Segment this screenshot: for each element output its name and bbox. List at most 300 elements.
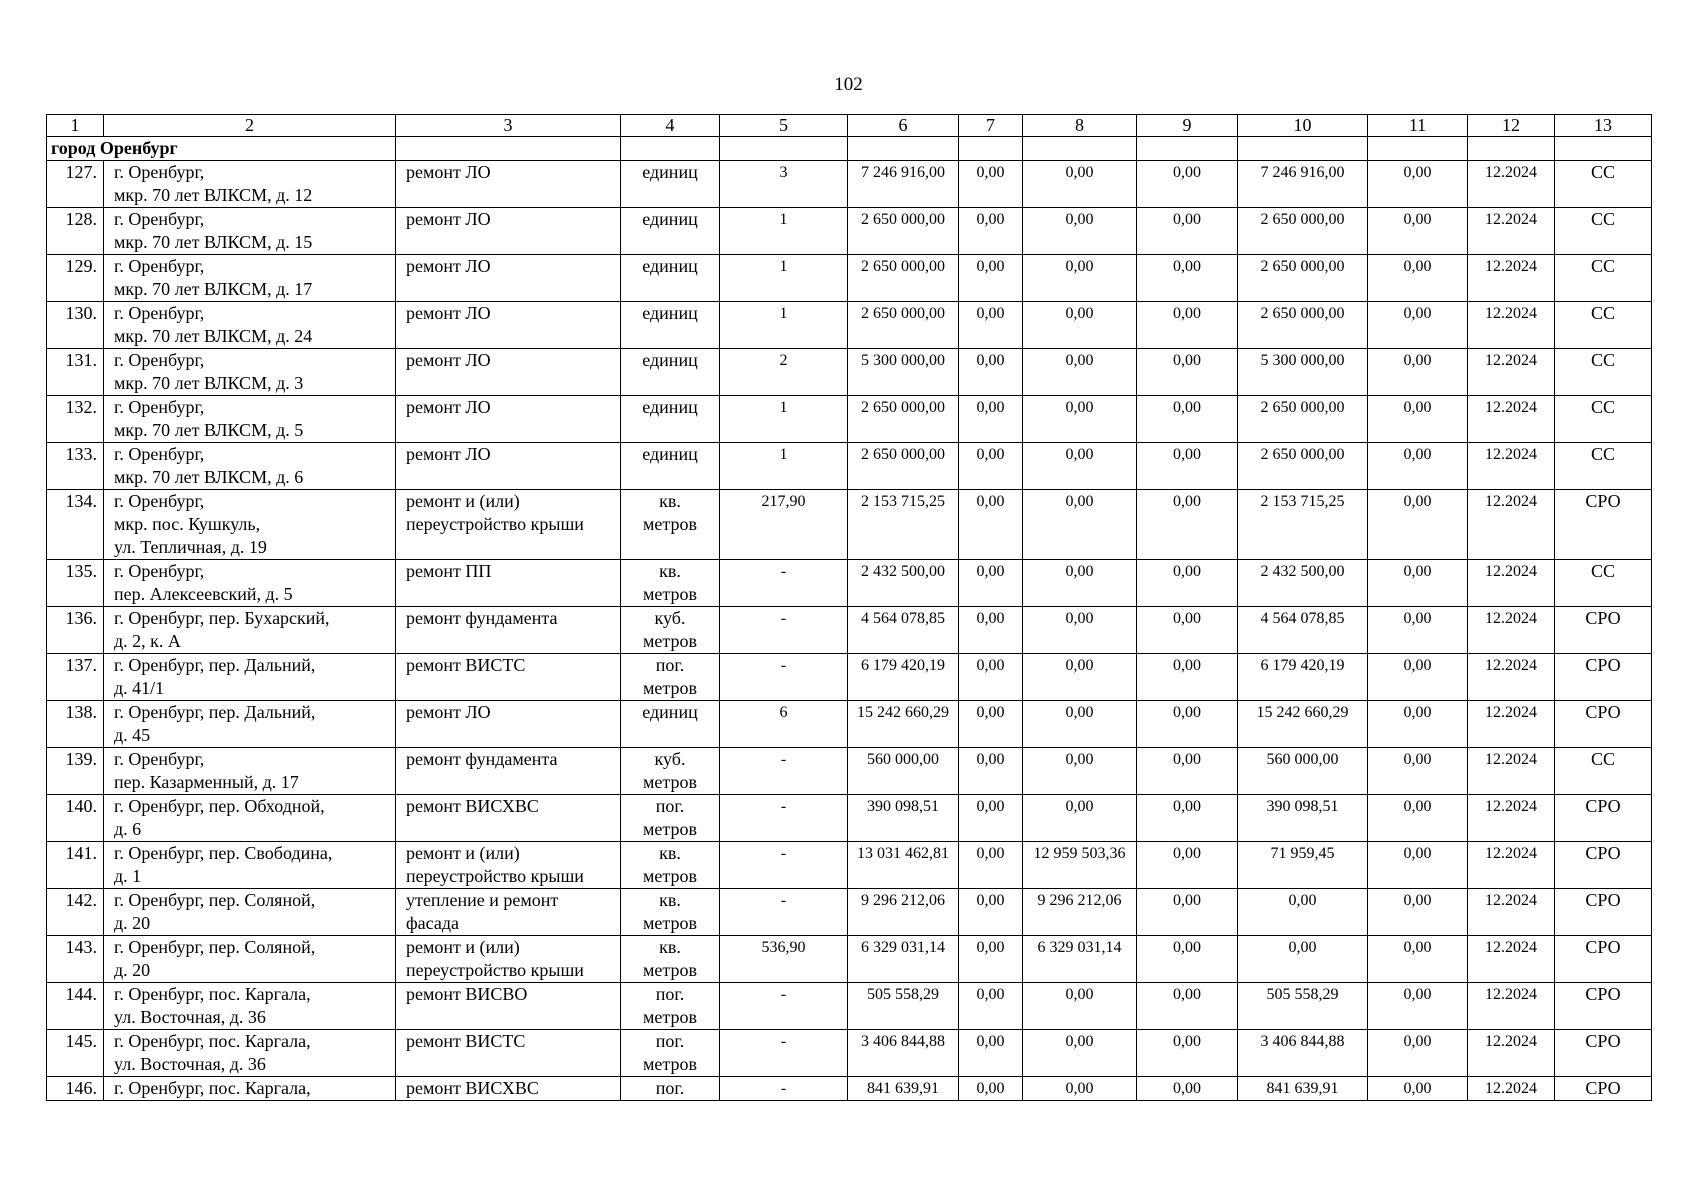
owners-funds-cell: 560 000,00 (1238, 748, 1368, 795)
local-budget-cell: 0,00 (1137, 842, 1238, 889)
row-number: 143. (47, 936, 104, 983)
column-header: 7 (959, 115, 1023, 137)
fund-method-cell: СРО (1555, 795, 1652, 842)
local-budget-cell: 0,00 (1137, 701, 1238, 748)
unit-cell-line: куб. (654, 749, 686, 769)
address-cell (104, 748, 396, 795)
fund-method-cell: СРО (1555, 936, 1652, 983)
local-budget-cell: 0,00 (1137, 161, 1238, 208)
unit-cell-line: метров (643, 584, 697, 604)
table-row (47, 560, 1652, 607)
work-type-cell-line: ремонт ЛО (406, 397, 491, 417)
table-row (47, 396, 1652, 443)
unit-cell-line: метров (643, 960, 697, 980)
unit-cell-line: единиц (642, 256, 698, 276)
unit-cell-line: единиц (642, 303, 698, 323)
unit-cell (621, 490, 720, 560)
unit-cell (621, 396, 720, 443)
fund-method-cell: СС (1555, 302, 1652, 349)
other-funds-cell: 0,00 (1368, 560, 1468, 607)
unit-cell (621, 302, 720, 349)
other-funds-cell: 0,00 (1368, 701, 1468, 748)
work-type-cell (396, 795, 621, 842)
address-cell-line: г. Оренбург, (114, 491, 205, 511)
owners-funds-cell: 2 650 000,00 (1238, 396, 1368, 443)
unit-cell-line: пог. (655, 984, 685, 1004)
fund-cell: 0,00 (959, 701, 1023, 748)
address-cell (104, 161, 396, 208)
owners-funds-cell: 390 098,51 (1238, 795, 1368, 842)
work-type-cell (396, 560, 621, 607)
unit-cell (621, 560, 720, 607)
address-cell-line: д. 41/1 (114, 678, 165, 698)
owners-funds-cell: 7 246 916,00 (1238, 161, 1368, 208)
address-cell-line: мкр. 70 лет ВЛКСМ, д. 12 (114, 185, 313, 205)
local-budget-cell: 0,00 (1137, 983, 1238, 1030)
deadline-cell: 12.2024 (1468, 349, 1555, 396)
owners-funds-cell: 2 650 000,00 (1238, 302, 1368, 349)
other-funds-cell: 0,00 (1368, 936, 1468, 983)
total-cost-cell: 6 329 031,14 (848, 936, 959, 983)
other-funds-cell: 0,00 (1368, 889, 1468, 936)
column-number-row (47, 115, 1652, 137)
region-budget-cell: 0,00 (1023, 208, 1137, 255)
work-type-cell (396, 607, 621, 654)
deadline-cell: 12.2024 (1468, 255, 1555, 302)
unit-cell (621, 161, 720, 208)
total-cost-cell: 3 406 844,88 (848, 1030, 959, 1077)
work-type-cell (396, 1030, 621, 1077)
work-type-cell-line: ремонт ВИСВО (406, 984, 528, 1004)
total-cost-cell: 390 098,51 (848, 795, 959, 842)
other-funds-cell: 0,00 (1368, 302, 1468, 349)
region-budget-cell: 0,00 (1023, 490, 1137, 560)
unit-cell-line: метров (643, 913, 697, 933)
total-cost-cell: 6 179 420,19 (848, 654, 959, 701)
address-cell-line: г. Оренбург, пер. Дальний, (114, 655, 316, 675)
fund-cell: 0,00 (959, 983, 1023, 1030)
table-row (47, 1077, 1652, 1101)
fund-cell: 0,00 (959, 396, 1023, 443)
work-type-cell-line: ремонт ЛО (406, 444, 491, 464)
unit-cell-line: метров (643, 772, 697, 792)
address-cell-line: мкр. 70 лет ВЛКСМ, д. 24 (114, 326, 313, 346)
work-type-cell-line: переустройство крыши (406, 960, 584, 980)
column-header: 12 (1468, 115, 1555, 137)
other-funds-cell: 0,00 (1368, 1030, 1468, 1077)
local-budget-cell: 0,00 (1137, 560, 1238, 607)
local-budget-cell: 0,00 (1137, 795, 1238, 842)
other-funds-cell: 0,00 (1368, 208, 1468, 255)
work-type-cell-line: ремонт ЛО (406, 702, 491, 722)
fund-method-cell: СРО (1555, 889, 1652, 936)
work-type-cell-line: ремонт ВИСТС (406, 1031, 526, 1051)
unit-cell-line: кв. (659, 937, 681, 957)
region-budget-cell: 0,00 (1023, 396, 1137, 443)
unit-cell-line: кв. (659, 843, 681, 863)
empty-cell (959, 137, 1023, 161)
unit-cell-line: кв. (659, 491, 681, 511)
local-budget-cell: 0,00 (1137, 1030, 1238, 1077)
empty-cell (848, 137, 959, 161)
page-number: 102 (834, 74, 863, 95)
table-row (47, 842, 1652, 889)
address-cell-line: г. Оренбург, (114, 209, 205, 229)
table-row (47, 208, 1652, 255)
table-row (47, 983, 1652, 1030)
row-number: 138. (47, 701, 104, 748)
total-cost-cell: 2 650 000,00 (848, 255, 959, 302)
local-budget-cell: 0,00 (1137, 255, 1238, 302)
column-header: 11 (1368, 115, 1468, 137)
row-number: 139. (47, 748, 104, 795)
unit-cell (621, 701, 720, 748)
total-cost-cell: 2 432 500,00 (848, 560, 959, 607)
volume-cell: 2 (720, 349, 848, 396)
work-type-cell-line: ремонт ВИСХВС (406, 796, 539, 816)
fund-cell: 0,00 (959, 490, 1023, 560)
region-budget-cell: 0,00 (1023, 255, 1137, 302)
unit-cell (621, 842, 720, 889)
deadline-cell: 12.2024 (1468, 701, 1555, 748)
volume-cell: - (720, 654, 848, 701)
work-type-cell (396, 842, 621, 889)
region-budget-cell: 0,00 (1023, 748, 1137, 795)
empty-cell (1555, 137, 1652, 161)
unit-cell-line: кв. (659, 890, 681, 910)
region-budget-cell: 6 329 031,14 (1023, 936, 1137, 983)
address-cell (104, 701, 396, 748)
empty-cell (1368, 137, 1468, 161)
table-row (47, 1030, 1652, 1077)
local-budget-cell: 0,00 (1137, 748, 1238, 795)
address-cell-line: г. Оренбург, (114, 162, 205, 182)
unit-cell (621, 748, 720, 795)
unit-cell-line: пог. (655, 1078, 685, 1098)
row-number: 144. (47, 983, 104, 1030)
address-cell (104, 349, 396, 396)
region-budget-cell: 0,00 (1023, 560, 1137, 607)
address-cell (104, 936, 396, 983)
unit-cell-line: метров (643, 819, 697, 839)
region-budget-cell: 0,00 (1023, 701, 1137, 748)
fund-cell: 0,00 (959, 560, 1023, 607)
address-cell (104, 1030, 396, 1077)
owners-funds-cell: 2 432 500,00 (1238, 560, 1368, 607)
empty-cell (396, 137, 621, 161)
region-budget-cell: 0,00 (1023, 795, 1137, 842)
region-budget-cell: 12 959 503,36 (1023, 842, 1137, 889)
deadline-cell: 12.2024 (1468, 161, 1555, 208)
work-type-cell-line: ремонт и (или) (406, 491, 520, 511)
work-type-cell-line: ремонт ЛО (406, 303, 491, 323)
other-funds-cell: 0,00 (1368, 607, 1468, 654)
owners-funds-cell: 505 558,29 (1238, 983, 1368, 1030)
deadline-cell: 12.2024 (1468, 1030, 1555, 1077)
row-number: 135. (47, 560, 104, 607)
deadline-cell: 12.2024 (1468, 983, 1555, 1030)
region-budget-cell: 0,00 (1023, 349, 1137, 396)
table-row (47, 748, 1652, 795)
total-cost-cell: 7 246 916,00 (848, 161, 959, 208)
fund-cell: 0,00 (959, 302, 1023, 349)
table-row (47, 302, 1652, 349)
unit-cell-line: метров (643, 631, 697, 651)
fund-cell: 0,00 (959, 748, 1023, 795)
work-type-cell-line: ремонт ЛО (406, 350, 491, 370)
address-cell-line: г. Оренбург, (114, 749, 205, 769)
total-cost-cell: 2 153 715,25 (848, 490, 959, 560)
table-row (47, 349, 1652, 396)
total-cost-cell: 560 000,00 (848, 748, 959, 795)
row-number: 137. (47, 654, 104, 701)
unit-cell-line: единиц (642, 702, 698, 722)
address-cell-line: г. Оренбург, пер. Соляной, (114, 937, 316, 957)
address-cell-line: г. Оренбург, (114, 397, 205, 417)
work-type-cell (396, 443, 621, 490)
work-type-cell (396, 490, 621, 560)
row-number: 145. (47, 1030, 104, 1077)
deadline-cell: 12.2024 (1468, 1077, 1555, 1101)
volume-cell: 1 (720, 302, 848, 349)
deadline-cell: 12.2024 (1468, 208, 1555, 255)
address-cell (104, 443, 396, 490)
row-number: 142. (47, 889, 104, 936)
row-number: 141. (47, 842, 104, 889)
local-budget-cell: 0,00 (1137, 607, 1238, 654)
work-type-cell-line: ремонт фундамента (406, 749, 558, 769)
other-funds-cell: 0,00 (1368, 983, 1468, 1030)
fund-method-cell: СРО (1555, 983, 1652, 1030)
address-cell-line: г. Оренбург, (114, 256, 205, 276)
work-type-cell-line: ремонт ВИСХВС (406, 1078, 539, 1098)
fund-cell: 0,00 (959, 443, 1023, 490)
row-number: 127. (47, 161, 104, 208)
work-type-cell (396, 255, 621, 302)
owners-funds-cell: 2 153 715,25 (1238, 490, 1368, 560)
address-cell-line: г. Оренбург, пос. Каргала, (114, 1031, 311, 1051)
address-cell (104, 889, 396, 936)
unit-cell-line: метров (643, 514, 697, 534)
unit-cell-line: пог. (655, 796, 685, 816)
local-budget-cell: 0,00 (1137, 396, 1238, 443)
unit-cell (621, 1030, 720, 1077)
address-cell-line: д. 2, к. А (114, 631, 181, 651)
volume-cell: - (720, 1030, 848, 1077)
local-budget-cell: 0,00 (1137, 889, 1238, 936)
work-type-cell-line: ремонт и (или) (406, 843, 520, 863)
work-type-cell-line: ремонт ВИСТС (406, 655, 526, 675)
column-header: 1 (47, 115, 104, 137)
work-type-cell (396, 983, 621, 1030)
deadline-cell: 12.2024 (1468, 795, 1555, 842)
deadline-cell: 12.2024 (1468, 842, 1555, 889)
total-cost-cell: 2 650 000,00 (848, 443, 959, 490)
work-type-cell-line: ремонт ЛО (406, 209, 491, 229)
fund-method-cell: СС (1555, 748, 1652, 795)
other-funds-cell: 0,00 (1368, 1077, 1468, 1101)
address-cell-line: г. Оренбург, (114, 561, 205, 581)
fund-method-cell: СРО (1555, 701, 1652, 748)
address-cell (104, 302, 396, 349)
unit-cell (621, 795, 720, 842)
work-type-cell-line: переустройство крыши (406, 866, 584, 886)
address-cell-line: д. 6 (114, 819, 142, 839)
table-row (47, 255, 1652, 302)
address-cell-line: д. 20 (114, 913, 151, 933)
section-title-cell (47, 137, 396, 161)
deadline-cell: 12.2024 (1468, 302, 1555, 349)
unit-cell (621, 1077, 720, 1101)
total-cost-cell: 15 242 660,29 (848, 701, 959, 748)
address-cell-line: д. 45 (114, 725, 151, 745)
volume-cell: - (720, 560, 848, 607)
address-cell-line: мкр. 70 лет ВЛКСМ, д. 15 (114, 232, 313, 252)
other-funds-cell: 0,00 (1368, 443, 1468, 490)
column-header: 13 (1555, 115, 1652, 137)
work-type-cell-line: утепление и ремонт (406, 890, 559, 910)
address-cell-line: мкр. 70 лет ВЛКСМ, д. 6 (114, 467, 304, 487)
volume-cell: 6 (720, 701, 848, 748)
deadline-cell: 12.2024 (1468, 490, 1555, 560)
fund-cell: 0,00 (959, 795, 1023, 842)
region-budget-cell: 0,00 (1023, 607, 1137, 654)
owners-funds-cell: 2 650 000,00 (1238, 255, 1368, 302)
address-cell-line: г. Оренбург, пер. Обходной, (114, 796, 325, 816)
unit-cell-line: единиц (642, 209, 698, 229)
address-cell-line: г. Оренбург, пос. Каргала, (114, 1078, 311, 1098)
other-funds-cell: 0,00 (1368, 842, 1468, 889)
table-row (47, 607, 1652, 654)
table-body (47, 115, 1652, 1101)
deadline-cell: 12.2024 (1468, 936, 1555, 983)
address-cell-line: ул. Тепличная, д. 19 (114, 537, 267, 557)
unit-cell-line: метров (643, 1054, 697, 1074)
work-type-cell-line: ремонт ПП (406, 561, 492, 581)
row-number: 129. (47, 255, 104, 302)
work-type-cell (396, 654, 621, 701)
fund-cell: 0,00 (959, 607, 1023, 654)
unit-cell (621, 208, 720, 255)
other-funds-cell: 0,00 (1368, 255, 1468, 302)
address-cell (104, 560, 396, 607)
fund-cell: 0,00 (959, 1077, 1023, 1101)
address-cell (104, 255, 396, 302)
fund-method-cell: СС (1555, 396, 1652, 443)
unit-cell (621, 983, 720, 1030)
total-cost-cell: 5 300 000,00 (848, 349, 959, 396)
region-budget-cell: 0,00 (1023, 1030, 1137, 1077)
fund-cell: 0,00 (959, 889, 1023, 936)
volume-cell: - (720, 1077, 848, 1101)
unit-cell-line: пог. (655, 655, 685, 675)
empty-cell (1023, 137, 1137, 161)
work-type-cell (396, 302, 621, 349)
fund-method-cell: СРО (1555, 1030, 1652, 1077)
total-cost-cell: 4 564 078,85 (848, 607, 959, 654)
address-cell-line: пер. Алексеевский, д. 5 (114, 584, 293, 604)
table-row (47, 443, 1652, 490)
region-budget-cell: 0,00 (1023, 983, 1137, 1030)
address-cell (104, 396, 396, 443)
local-budget-cell: 0,00 (1137, 936, 1238, 983)
column-header: 10 (1238, 115, 1368, 137)
fund-cell: 0,00 (959, 842, 1023, 889)
volume-cell: 1 (720, 396, 848, 443)
address-cell-line: мкр. 70 лет ВЛКСМ, д. 5 (114, 420, 304, 440)
local-budget-cell: 0,00 (1137, 302, 1238, 349)
capital-repair-table (46, 114, 1652, 1101)
fund-cell: 0,00 (959, 255, 1023, 302)
unit-cell-line: метров (643, 1007, 697, 1027)
unit-cell (621, 936, 720, 983)
column-header: 5 (720, 115, 848, 137)
section-title: город Оренбург (51, 138, 178, 158)
region-budget-cell: 9 296 212,06 (1023, 889, 1137, 936)
work-type-cell (396, 161, 621, 208)
address-cell (104, 208, 396, 255)
column-header: 8 (1023, 115, 1137, 137)
row-number: 146. (47, 1077, 104, 1101)
table-row (47, 889, 1652, 936)
owners-funds-cell: 71 959,45 (1238, 842, 1368, 889)
address-cell-line: г. Оренбург, пер. Свободина, (114, 843, 333, 863)
row-number: 134. (47, 490, 104, 560)
address-cell-line: ул. Восточная, д. 36 (114, 1007, 266, 1027)
other-funds-cell: 0,00 (1368, 161, 1468, 208)
unit-cell (621, 349, 720, 396)
section-row (47, 137, 1652, 161)
fund-cell: 0,00 (959, 936, 1023, 983)
address-cell (104, 842, 396, 889)
fund-method-cell: СРО (1555, 1077, 1652, 1101)
local-budget-cell: 0,00 (1137, 1077, 1238, 1101)
volume-cell: - (720, 607, 848, 654)
row-number: 136. (47, 607, 104, 654)
total-cost-cell: 841 639,91 (848, 1077, 959, 1101)
address-cell (104, 1077, 396, 1101)
empty-cell (1137, 137, 1238, 161)
address-cell (104, 983, 396, 1030)
deadline-cell: 12.2024 (1468, 443, 1555, 490)
address-cell-line: пер. Казарменный, д. 17 (114, 772, 299, 792)
fund-method-cell: СС (1555, 255, 1652, 302)
unit-cell-line: метров (643, 678, 697, 698)
owners-funds-cell: 0,00 (1238, 889, 1368, 936)
volume-cell: 1 (720, 208, 848, 255)
work-type-cell (396, 936, 621, 983)
deadline-cell: 12.2024 (1468, 654, 1555, 701)
volume-cell: 1 (720, 255, 848, 302)
work-type-cell-line: ремонт ЛО (406, 162, 491, 182)
owners-funds-cell: 6 179 420,19 (1238, 654, 1368, 701)
work-type-cell (396, 208, 621, 255)
address-cell-line: г. Оренбург, (114, 444, 205, 464)
volume-cell: 536,90 (720, 936, 848, 983)
address-cell-line: г. Оренбург, пер. Дальний, (114, 702, 316, 722)
empty-cell (720, 137, 848, 161)
address-cell-line: мкр. пос. Кушкуль, (114, 514, 261, 534)
local-budget-cell: 0,00 (1137, 443, 1238, 490)
address-cell (104, 654, 396, 701)
region-budget-cell: 0,00 (1023, 443, 1137, 490)
table-row (47, 490, 1652, 560)
row-number: 133. (47, 443, 104, 490)
unit-cell (621, 889, 720, 936)
deadline-cell: 12.2024 (1468, 748, 1555, 795)
local-budget-cell: 0,00 (1137, 349, 1238, 396)
table-row (47, 795, 1652, 842)
